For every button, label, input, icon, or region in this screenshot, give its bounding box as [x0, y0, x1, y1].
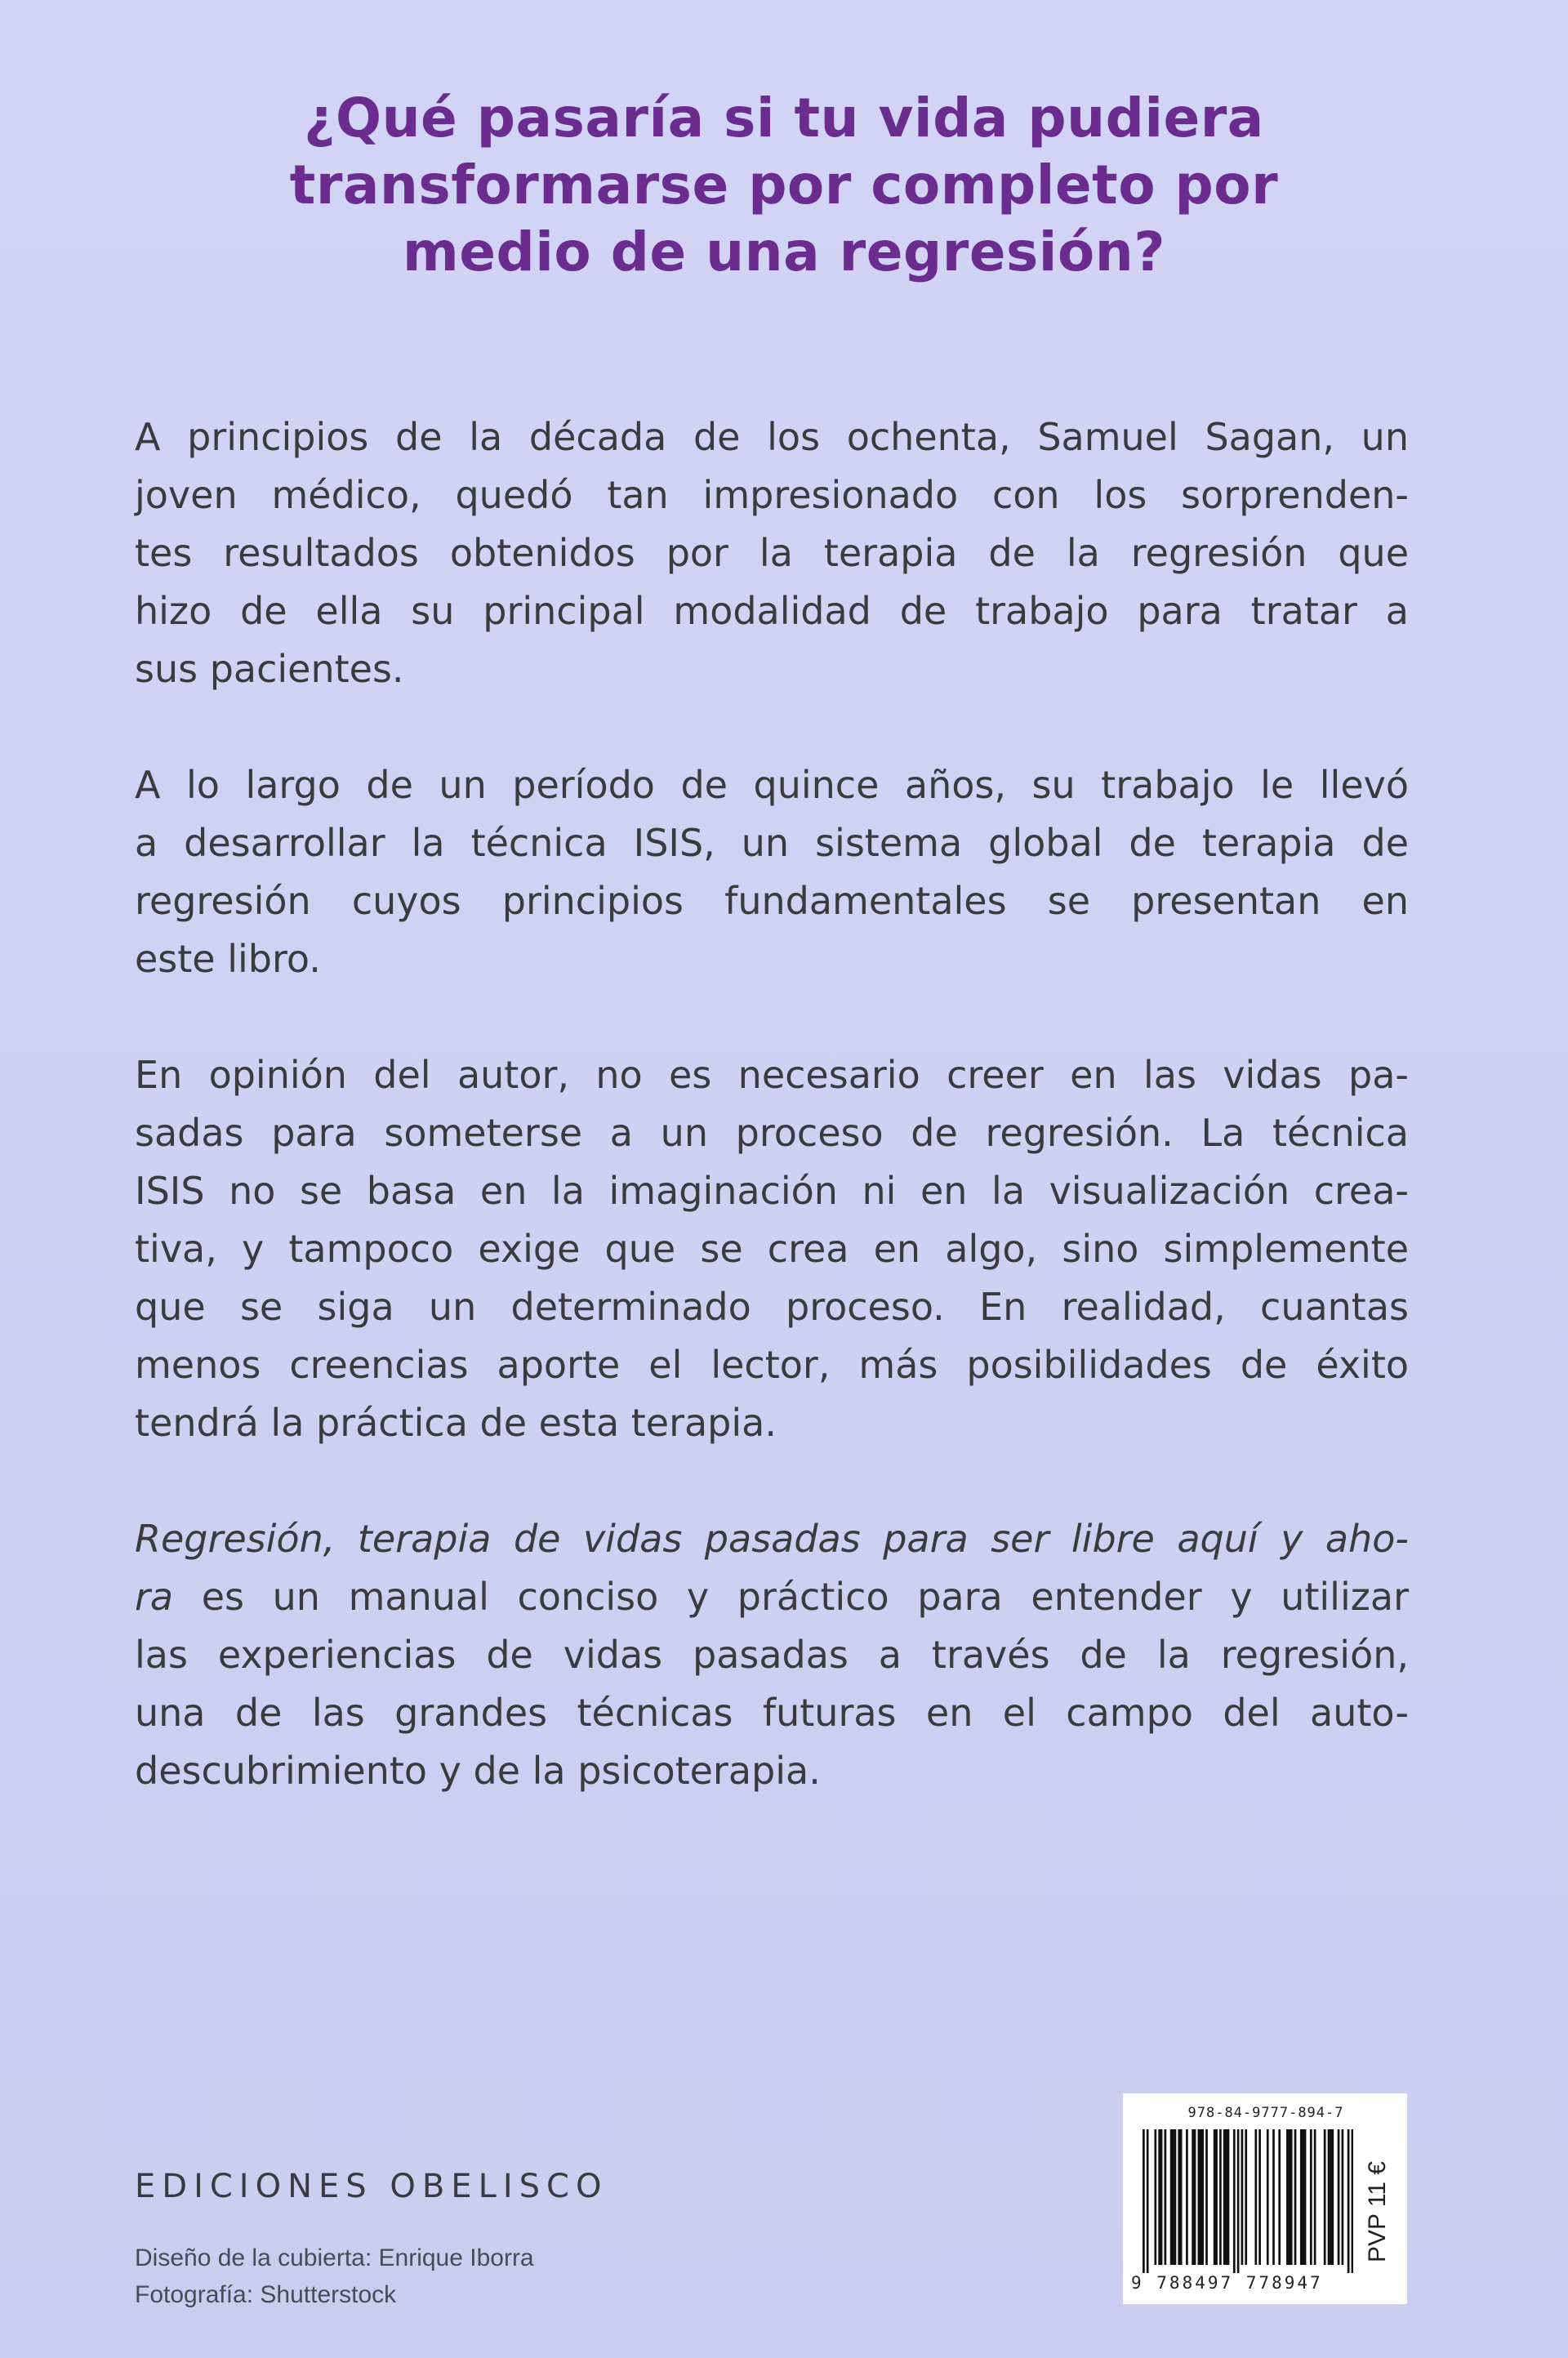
- barcode-bar: [1278, 2129, 1281, 2265]
- text-line: sus pacientes.: [135, 647, 404, 691]
- barcode-bar: [1198, 2129, 1200, 2265]
- barcode-bar: [1172, 2129, 1174, 2265]
- barcode-bar: [1286, 2129, 1289, 2265]
- barcode-bar: [1338, 2129, 1340, 2265]
- text-line: joven médico, quedó tan impresionado con los sorprenden-: [135, 473, 1409, 517]
- barcode-bar: [1314, 2129, 1316, 2265]
- barcode-bar: [1170, 2129, 1173, 2265]
- text-line: A lo largo de un período de quince años, su trabajo le llevó: [135, 763, 1409, 807]
- barcode-bar: [1200, 2129, 1202, 2265]
- price-label: PVP 11 €: [1364, 2161, 1391, 2262]
- barcode-bar: [1241, 2129, 1244, 2265]
- paragraph-3: [135, 1046, 1409, 1452]
- text-line: a desarrollar la técnica ISIS, un sistema global de terapia de: [135, 821, 1409, 865]
- text-line-rest: es un manual conciso y práctico para entender y utilizar: [173, 1575, 1409, 1619]
- headline-line-3: medio de una regresión?: [402, 221, 1166, 283]
- text-line: que se siga un determinado proceso. En realidad, cuantas: [135, 1285, 1409, 1329]
- text-line: ISIS no se basa en la imaginación ni en la visualización crea-: [135, 1169, 1409, 1213]
- barcode-bar: [1330, 2129, 1332, 2265]
- isbn-number: 978-84-9777-894-7: [1187, 2105, 1344, 2121]
- photo-credit: Fotografía: Shutterstock: [135, 2281, 397, 2308]
- barcode-bar: [1294, 2129, 1297, 2265]
- barcode-bar: [1165, 2129, 1167, 2265]
- text-line: menos creencias aporte el lector, más posibilidades de éxito: [135, 1343, 1409, 1387]
- paragraph-1: [135, 408, 1409, 698]
- barcode-bar: [1237, 2129, 1240, 2273]
- barcode-bar: [1194, 2129, 1196, 2265]
- barcode-bar: [1219, 2129, 1222, 2265]
- text-line: regresión cuyos principios fundamentales se presentan en: [135, 879, 1409, 923]
- barcode-bar: [1324, 2129, 1326, 2265]
- text-line: este libro.: [135, 937, 321, 981]
- barcode-bar: [1267, 2129, 1269, 2265]
- barcode-bar: [1192, 2129, 1194, 2265]
- text-line: tes resultados obtenidos por la terapia de la regresión que: [135, 531, 1409, 575]
- barcode-bar: [1214, 2129, 1216, 2265]
- barcode-bar: [1304, 2129, 1307, 2265]
- barcode-bar: [1352, 2129, 1353, 2273]
- barcode-bar: [1180, 2129, 1183, 2265]
- barcode-bar: [1227, 2129, 1230, 2265]
- barcode-block: [1123, 2093, 1407, 2304]
- barcode-bar: [1178, 2129, 1180, 2265]
- barcode-bar: [1258, 2129, 1261, 2265]
- text-line: [135, 1510, 1409, 1568]
- barcode-icon: [1143, 2129, 1353, 2273]
- barcode-bar: [1302, 2129, 1304, 2265]
- publisher-name: EDICIONES OBELISCO: [135, 2168, 608, 2205]
- barcode-bar: [1147, 2129, 1149, 2273]
- text-line: tendrá la práctica de esta terapia.: [135, 1401, 777, 1445]
- paragraph-2: [135, 756, 1409, 988]
- barcode-bar: [1160, 2129, 1163, 2265]
- barcode-bar: [1288, 2129, 1290, 2265]
- book-title-italic: Regresión, terapia de vidas pasadas para ser libre aquí y aho-: [135, 1517, 1409, 1561]
- text-line: En opinión del autor, no es necesario creer en las vidas pa-: [135, 1053, 1409, 1097]
- barcode-bar: [1331, 2129, 1334, 2265]
- text-line: tiva, y tampoco exige que se crea en algo, sino simplemente: [135, 1227, 1409, 1271]
- barcode-bar: [1225, 2129, 1227, 2265]
- barcode-bar: [1233, 2129, 1236, 2273]
- barcode-bar: [1310, 2129, 1312, 2265]
- barcode-bar: [1174, 2129, 1177, 2265]
- barcode-bar: [1215, 2129, 1218, 2265]
- ean-number: 9 788497 778947: [1131, 2273, 1323, 2293]
- headline-line-1: ¿Qué pasaría si tu vida pudiera: [304, 87, 1264, 149]
- text-line: A principios de la década de los ochenta, Samuel Sagan, un: [135, 415, 1409, 459]
- headline-line-2: transformarse por completo por: [289, 154, 1279, 216]
- barcode-bar: [1245, 2129, 1247, 2265]
- credits: [135, 2240, 534, 2313]
- paragraph-4: [135, 1510, 1409, 1800]
- barcode-bar: [1154, 2129, 1156, 2265]
- text-line: sadas para someterse a un proceso de regresión. La técnica: [135, 1111, 1409, 1155]
- barcode-bar: [1348, 2129, 1350, 2273]
- barcode-bar: [1158, 2129, 1160, 2265]
- barcode-bar: [1328, 2129, 1330, 2265]
- text-line: las experiencias de vidas pasadas a través de la regresión,: [135, 1633, 1409, 1677]
- text-line: una de las grandes técnicas futuras en el campo del auto-: [135, 1691, 1409, 1735]
- barcode-bar: [1205, 2129, 1208, 2265]
- barcode-bar: [1290, 2129, 1293, 2265]
- barcode-bar: [1272, 2129, 1275, 2265]
- blurb: [135, 408, 1409, 1858]
- barcode-bar: [1201, 2129, 1204, 2265]
- text-line: hizo de ella su principal modalidad de trabajo para tratar a: [135, 589, 1409, 633]
- headline: [131, 85, 1437, 286]
- barcode-bar: [1223, 2129, 1226, 2265]
- barcode-bar: [1300, 2129, 1303, 2265]
- barcode-bar: [1342, 2129, 1344, 2265]
- text-line: [135, 1568, 1409, 1626]
- cover-design-credit: Diseño de la cubierta: Enrique Iborra: [135, 2244, 534, 2271]
- barcode-bar: [1143, 2129, 1145, 2273]
- barcode-bar: [1254, 2129, 1257, 2265]
- book-title-italic-end: ra: [135, 1575, 174, 1619]
- barcode-bar: [1186, 2129, 1188, 2265]
- text-line: descubrimiento y de la psicoterapia.: [135, 1749, 821, 1793]
